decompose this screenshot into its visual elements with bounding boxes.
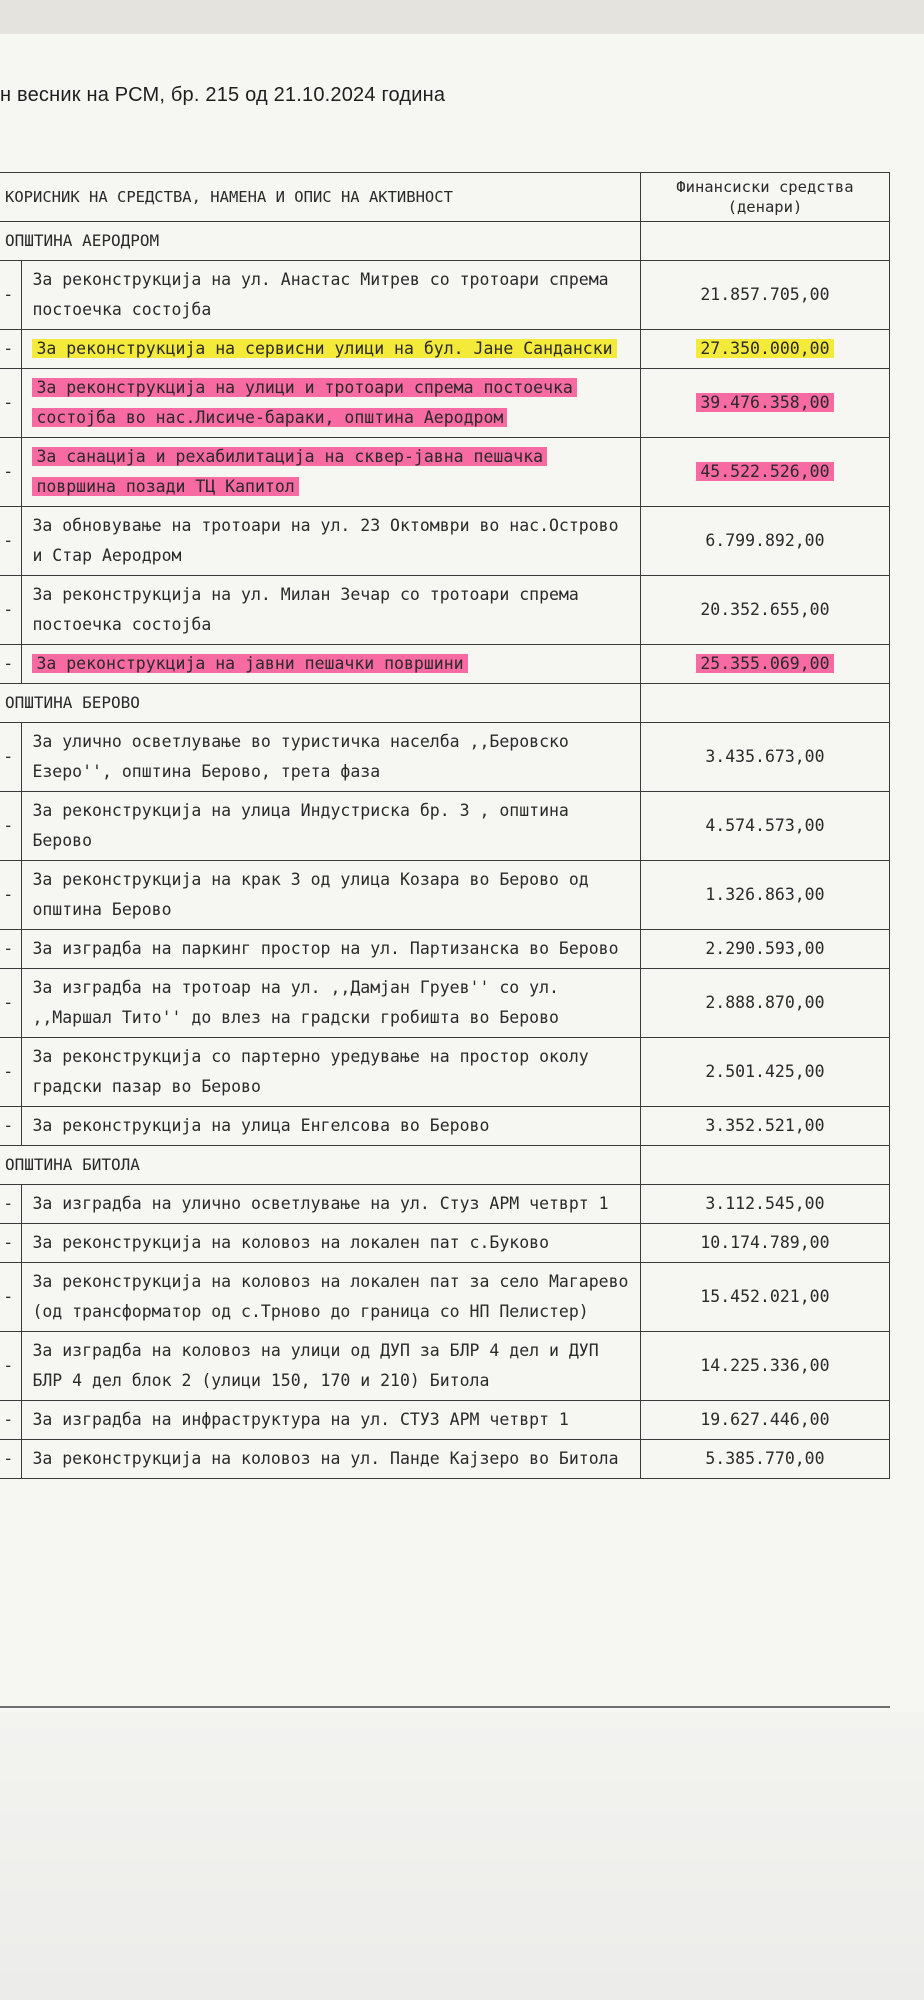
row-marker: -	[0, 369, 22, 438]
table-row	[0, 1185, 890, 1224]
row-amount-cell	[640, 330, 889, 369]
row-description-cell	[22, 1263, 640, 1332]
row-amount: 20.352.655,00	[700, 600, 830, 619]
row-marker: -	[0, 723, 22, 792]
table-header-row	[0, 173, 890, 222]
row-marker: -	[0, 1038, 22, 1107]
row-marker: -	[0, 507, 22, 576]
row-marker: -	[0, 930, 22, 969]
table-row	[0, 1224, 890, 1263]
row-amount-cell	[640, 369, 889, 438]
row-amount-cell	[640, 792, 889, 861]
row-description: За изградба на коловоз на улици од ДУП за БЛР 4 дел и ДУП БЛР 4 дел блок 2 (улици 150, 170 и 210) Битола	[32, 1341, 599, 1390]
row-amount-cell	[640, 438, 889, 507]
row-marker: -	[0, 1107, 22, 1146]
row-amount-cell	[640, 1263, 889, 1332]
row-marker: -	[0, 969, 22, 1038]
row-description: За реконструкција на крак 3 од улица Козара во Берово од општина Берово	[32, 870, 589, 919]
table-row	[0, 576, 890, 645]
section-title: ОПШТИНА БИТОЛА	[0, 1146, 640, 1185]
row-description-cell	[22, 792, 640, 861]
row-description: За реконструкција на улица Индустриска бр. 3 , општина Берово	[32, 801, 569, 850]
row-amount-cell	[640, 1440, 889, 1479]
row-description: За реконструкција на сервисни улици на бул. Јане Сандански	[32, 339, 616, 358]
row-description: За изградба на инфраструктура на ул. СТУЗ АРМ четврт 1	[32, 1410, 569, 1429]
row-description-cell	[22, 438, 640, 507]
row-description-cell	[22, 861, 640, 930]
row-marker: -	[0, 1401, 22, 1440]
table-row	[0, 1440, 890, 1479]
section-row	[0, 222, 890, 261]
description-column-header: КОРИСНИК НА СРЕДСТВА, НАМЕНА И ОПИС НА АКТИВНОСТ	[0, 173, 640, 222]
row-description: За реконструкција со партерно уредување на простор околу градски пазар во Берово	[32, 1047, 589, 1096]
allocation-table	[0, 172, 890, 1479]
row-description-cell	[22, 1440, 640, 1479]
row-amount: 27.350.000,00	[696, 339, 833, 358]
table-row	[0, 261, 890, 330]
table-row	[0, 861, 890, 930]
bottom-rule	[0, 1706, 890, 1708]
section-row	[0, 1146, 890, 1185]
section-row	[0, 684, 890, 723]
blank-page-area	[0, 1712, 924, 2000]
row-description: За обновување на тротоари на ул. 23 Октомври во нас.Острово и Стар Аеродром	[32, 516, 619, 565]
table-row	[0, 1332, 890, 1401]
row-amount: 2.290.593,00	[705, 939, 825, 958]
row-amount: 3.435.673,00	[705, 747, 825, 766]
row-amount-cell	[640, 861, 889, 930]
row-marker: -	[0, 261, 22, 330]
row-marker: -	[0, 792, 22, 861]
row-description-cell	[22, 723, 640, 792]
row-description: За улично осветлување во туристичка населба ,,Беровско Езеро'', општина Берово, трета фаза	[32, 732, 569, 781]
amount-column-header: Финансиски средства (денари)	[640, 173, 889, 222]
row-description-cell	[22, 969, 640, 1038]
table-row	[0, 1107, 890, 1146]
row-description: За реконструкција на коловоз на ул. Панде Кајзеро во Битола	[32, 1449, 619, 1468]
row-amount-cell	[640, 645, 889, 684]
row-amount-cell	[640, 576, 889, 645]
row-amount: 6.799.892,00	[705, 531, 825, 550]
row-amount: 15.452.021,00	[700, 1287, 830, 1306]
row-description-cell	[22, 1401, 640, 1440]
row-amount: 10.174.789,00	[700, 1233, 830, 1252]
section-title: ОПШТИНА БЕРОВО	[0, 684, 640, 723]
row-marker: -	[0, 1224, 22, 1263]
row-amount: 1.326.863,00	[705, 885, 825, 904]
row-amount-cell	[640, 723, 889, 792]
row-description-cell	[22, 507, 640, 576]
row-amount: 19.627.446,00	[700, 1410, 830, 1429]
table-row	[0, 1263, 890, 1332]
row-amount: 5.385.770,00	[705, 1449, 825, 1468]
row-amount: 2.501.425,00	[705, 1062, 825, 1081]
row-description: За реконструкција на ул. Милан Зечар со тротоари спрема постоечка состојба	[32, 585, 579, 634]
row-description-cell	[22, 330, 640, 369]
row-description-cell	[22, 576, 640, 645]
row-description: За изградба на тротоар на ул. ,,Дамјан Груев'' со ул. ,,Маршал Тито'' до влез на градски гробишта во Берово	[32, 978, 559, 1027]
row-amount-cell	[640, 1107, 889, 1146]
row-marker: -	[0, 861, 22, 930]
row-amount-cell	[640, 1401, 889, 1440]
row-amount-cell	[640, 1332, 889, 1401]
section-amount-cell	[640, 222, 889, 261]
section-amount-cell	[640, 1146, 889, 1185]
row-marker: -	[0, 1440, 22, 1479]
table-row	[0, 969, 890, 1038]
row-amount: 45.522.526,00	[696, 462, 833, 481]
row-amount-cell	[640, 969, 889, 1038]
row-description-cell	[22, 261, 640, 330]
row-marker: -	[0, 438, 22, 507]
row-amount: 21.857.705,00	[700, 285, 830, 304]
table-row	[0, 1038, 890, 1107]
row-amount: 3.112.545,00	[705, 1194, 825, 1213]
table-body	[0, 222, 890, 1479]
table-row	[0, 930, 890, 969]
row-amount: 4.574.573,00	[705, 816, 825, 835]
row-amount-cell	[640, 1224, 889, 1263]
row-description: За изградба на паркинг простор на ул. Партизанска во Берово	[32, 939, 619, 958]
table-row	[0, 438, 890, 507]
row-marker: -	[0, 645, 22, 684]
row-amount: 3.352.521,00	[705, 1116, 825, 1135]
row-amount-cell	[640, 930, 889, 969]
row-description: За реконструкција на улици и тротоари спрема постоечка состојба во нас.Лисиче-бараки, општина Аеродром	[32, 378, 576, 427]
table-row	[0, 1401, 890, 1440]
row-amount-cell	[640, 507, 889, 576]
row-description: За реконструкција на коловоз на локален пат за село Магарево (од трансформатор од с.Трново до граница со НП Пелистер)	[32, 1272, 629, 1321]
row-description-cell	[22, 930, 640, 969]
row-marker: -	[0, 1263, 22, 1332]
row-description: За реконструкција на улица Енгелсова во Берово	[32, 1116, 490, 1135]
table-row	[0, 330, 890, 369]
row-amount: 39.476.358,00	[696, 393, 833, 412]
row-amount: 25.355.069,00	[696, 654, 833, 673]
gazette-header: н весник на РСМ, бр. 215 од 21.10.2024 година	[0, 84, 446, 106]
row-description-cell	[22, 1224, 640, 1263]
row-amount-cell	[640, 261, 889, 330]
row-description-cell	[22, 645, 640, 684]
row-description-cell	[22, 1107, 640, 1146]
row-description-cell	[22, 369, 640, 438]
section-title: ОПШТИНА АЕРОДРОМ	[0, 222, 640, 261]
section-amount-cell	[640, 684, 889, 723]
row-description: За изградба на улично осветлување на ул. Стуз АРМ четврт 1	[32, 1194, 609, 1213]
row-amount: 14.225.336,00	[700, 1356, 830, 1375]
row-description-cell	[22, 1038, 640, 1107]
table-row	[0, 792, 890, 861]
row-marker: -	[0, 1332, 22, 1401]
table-row	[0, 369, 890, 438]
row-description-cell	[22, 1332, 640, 1401]
row-amount-cell	[640, 1185, 889, 1224]
row-description: За реконструкција на коловоз на локален пат с.Буково	[32, 1233, 549, 1252]
row-description: За санација и рехабилитација на сквер-јавна пешачка површина позади ТЦ Капитол	[32, 447, 547, 496]
row-marker: -	[0, 330, 22, 369]
table-row	[0, 723, 890, 792]
row-amount-cell	[640, 1038, 889, 1107]
row-description: За реконструкција на ул. Анастас Митрев со тротоари спрема постоечка состојба	[32, 270, 609, 319]
row-amount: 2.888.870,00	[705, 993, 825, 1012]
table-row	[0, 507, 890, 576]
row-description: За реконструкција на јавни пешачки површини	[32, 654, 467, 673]
row-description-cell	[22, 1185, 640, 1224]
table-row	[0, 645, 890, 684]
row-marker: -	[0, 576, 22, 645]
row-marker: -	[0, 1185, 22, 1224]
